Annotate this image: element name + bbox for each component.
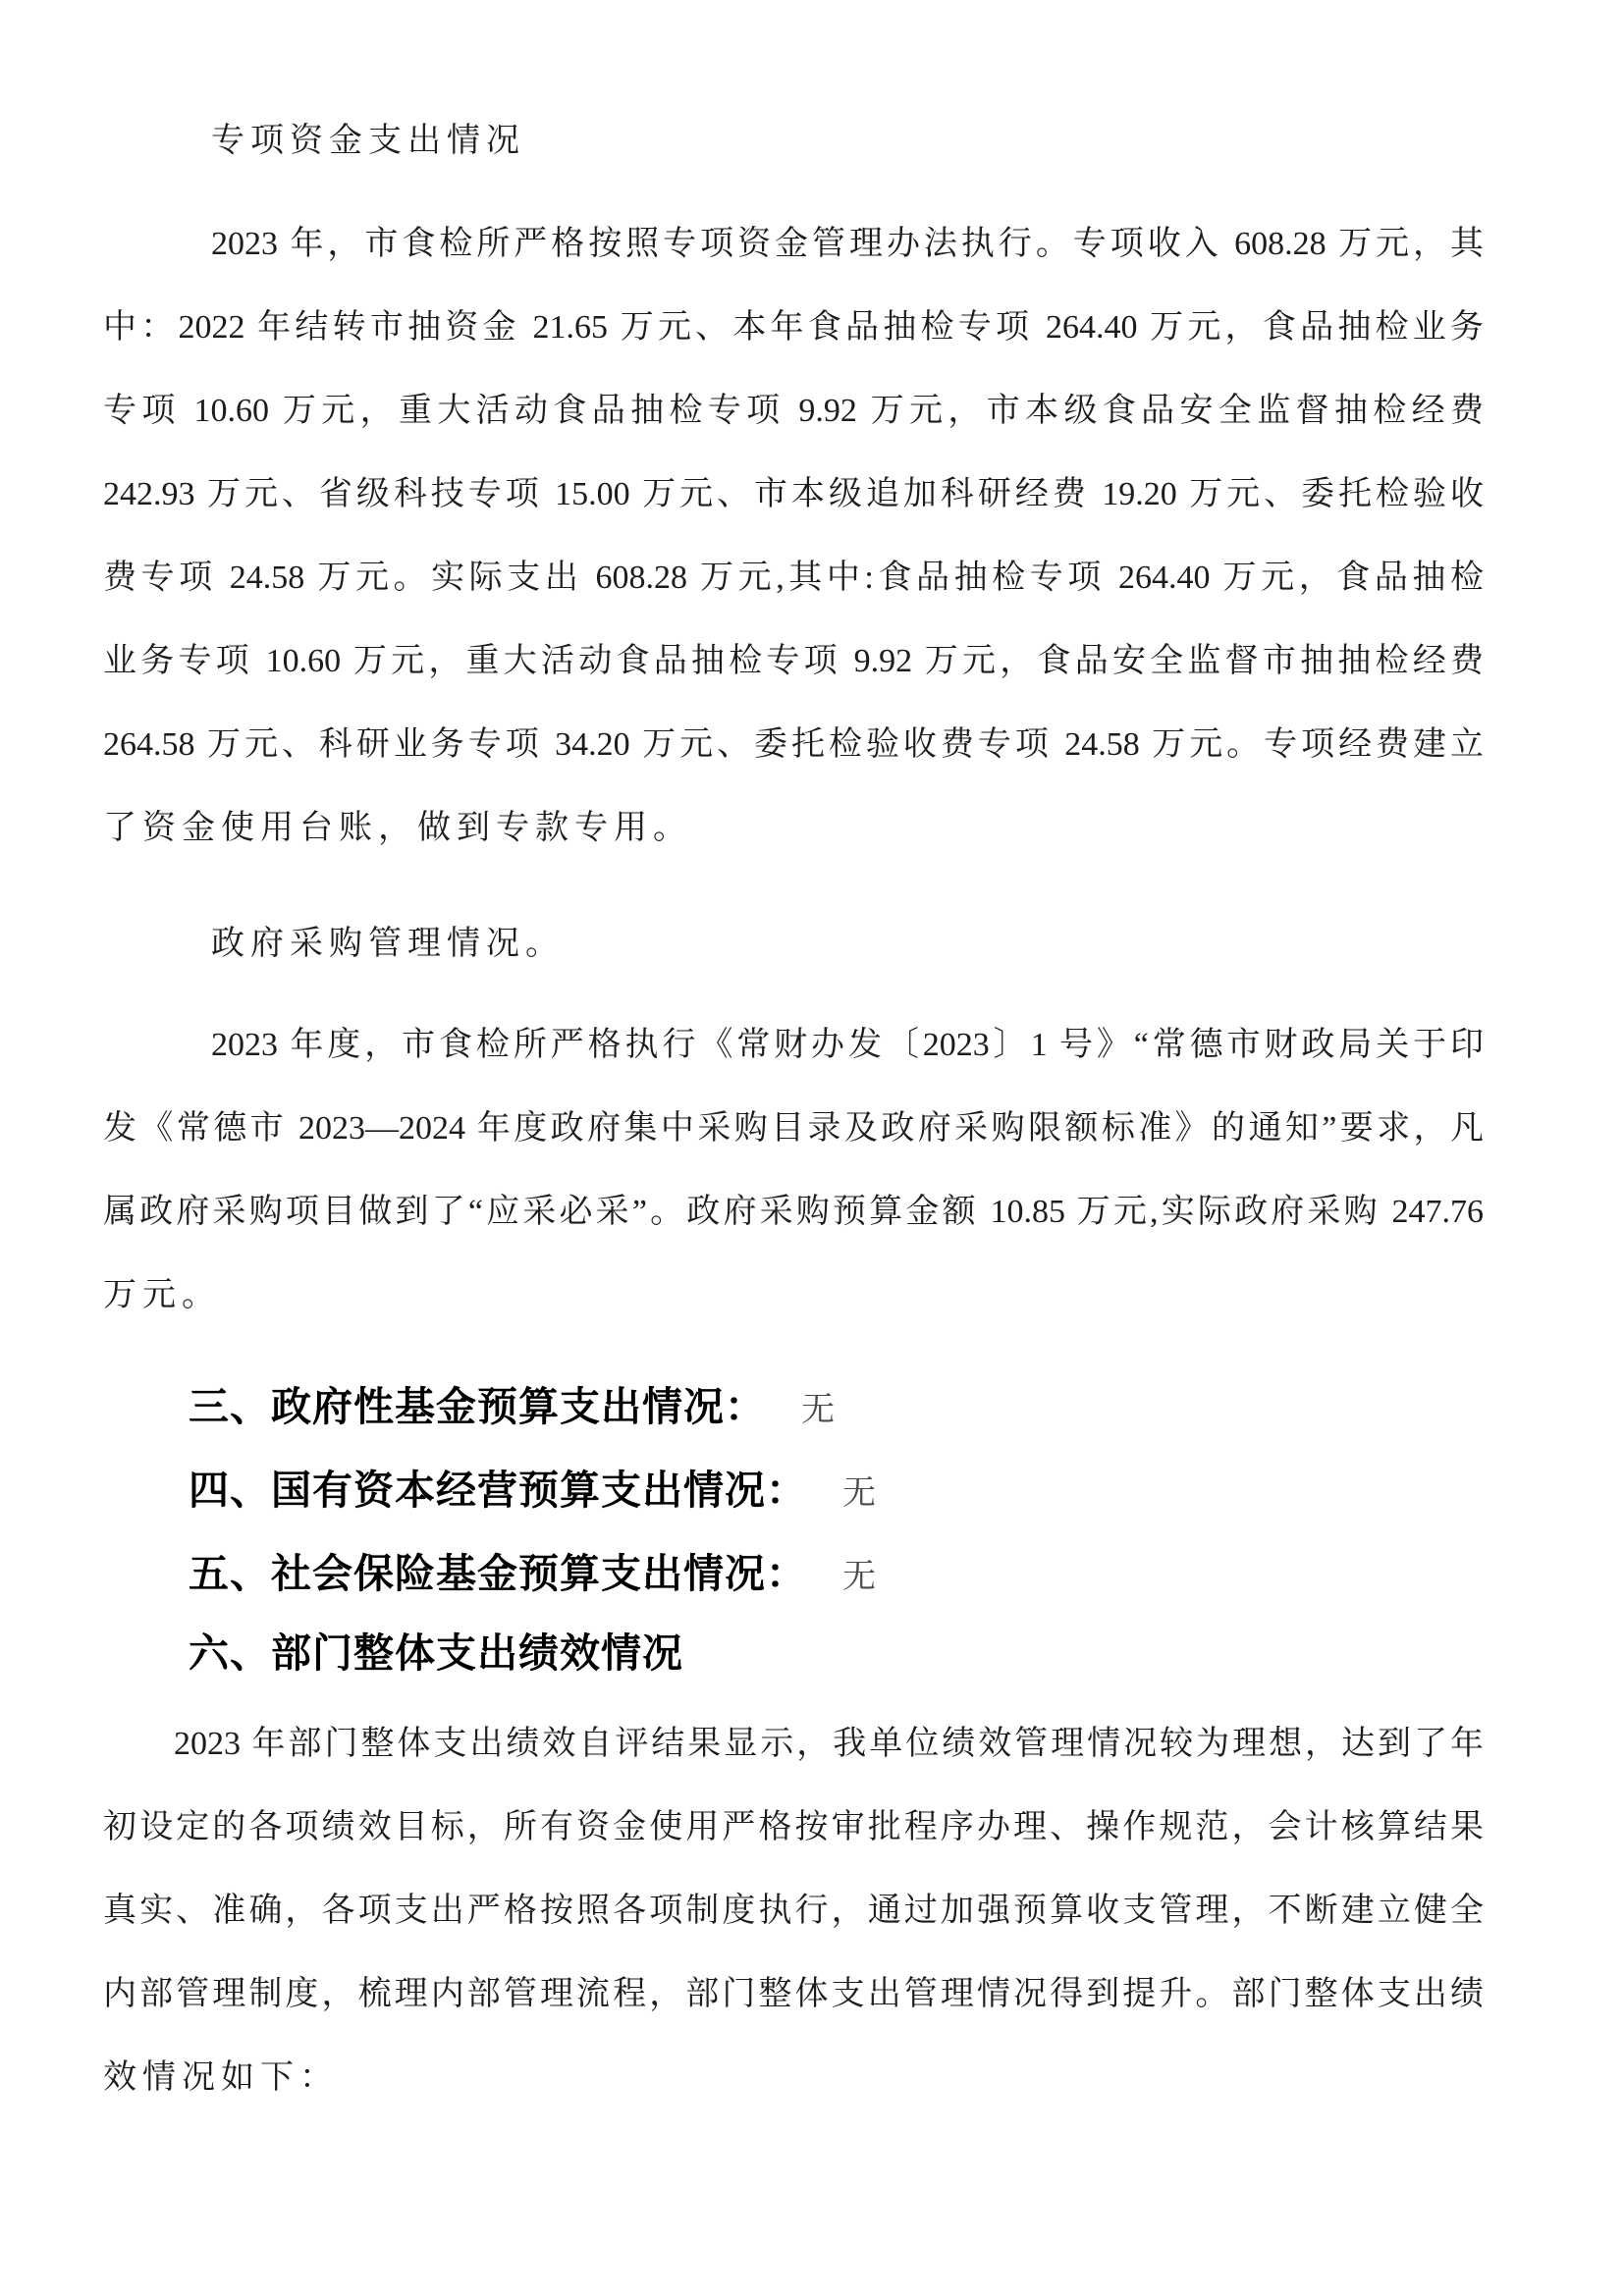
paragraph-line: 了资金使用台账，做到专款专用。 [103, 810, 692, 846]
paragraph-line: 内部管理制度，梳理内部管理流程，部门整体支出管理情况得到提升。部门整体支出绩 [103, 1976, 1484, 2012]
paragraph-line: 效情况如下： [103, 2059, 339, 2096]
paragraph-line: 242.93 万元、省级科技专项 15.00 万元、市本级追加科研经费 19.20 万元、委托检验收 [103, 476, 1484, 512]
paragraph-line: 万元。 [103, 1277, 221, 1313]
paragraph-line: 初设定的各项绩效目标，所有资金使用严格按审批程序办理、操作规范，会计核算结果 [103, 1809, 1484, 1845]
section-heading-label: 四、国有资本经营预算支出情况： [189, 1467, 807, 1514]
section-heading-value: 无 [842, 1475, 882, 1512]
paragraph-line: 中：2022 年结转市抽资金 21.65 万元、本年食品抽检专项 264.40 万元，食品抽检业务 [103, 309, 1484, 346]
paragraph-line: 费专项 24.58 万元。实际支出 608.28 万元,其中:食品抽检专项 264.40 万元，食品抽检 [103, 560, 1484, 596]
section-heading-social-insurance-budget [103, 1549, 1484, 1602]
paragraph-line: 2023 年，市食检所严格按照专项资金管理办法执行。专项收入 608.28 万元，其 [211, 226, 1484, 262]
section-heading-label: 五、社会保险基金预算支出情况： [189, 1550, 807, 1597]
section-heading-label: 三、政府性基金预算支出情况： [189, 1383, 766, 1430]
section-heading-value: 无 [801, 1392, 840, 1428]
paragraph-line: 2023 年度，市食检所严格执行《常财办发〔2023〕1 号》“常德市财政局关于印 [211, 1027, 1484, 1063]
paragraph-line: 专项 10.60 万元，重大活动食品抽检专项 9.92 万元，市本级食品安全监督抽检经费 [103, 393, 1484, 429]
paragraph-line: 属政府采购项目做到了“应采必采”。政府采购预算金额 10.85 万元,实际政府采购 247.76 [103, 1194, 1484, 1230]
paragraph-line: 真实、准确，各项支出严格按照各项制度执行，通过加强预算收支管理，不断建立健全 [103, 1893, 1484, 1929]
paragraph-line: 业务专项 10.60 万元，重大活动食品抽检专项 9.92 万元，食品安全监督市抽抽检经费 [103, 643, 1484, 679]
section-heading-gov-fund-budget [103, 1382, 1484, 1435]
section-heading-overall-performance [103, 1629, 1484, 1678]
paragraph-line: 2023 年部门整体支出绩效自评结果显示，我单位绩效管理情况较为理想，达到了年 [174, 1726, 1484, 1762]
section-heading-state-capital-budget [103, 1466, 1484, 1519]
paragraph-line: 264.58 万元、科研业务专项 34.20 万元、委托检验收费专项 24.58 万元。专项经费建立 [103, 726, 1484, 763]
section-heading-label: 六、部门整体支出绩效情况 [189, 1629, 683, 1677]
report-text-block [103, 0, 1484, 2296]
subsection-title-procurement: 政府采购管理情况。 [211, 926, 565, 962]
section-heading-value: 无 [842, 1559, 882, 1595]
subsection-title-special-funds: 专项资金支出情况 [211, 123, 525, 159]
paragraph-line: 发《常德市 2023—2024 年度政府集中采购目录及政府采购限额标准》的通知”要求，凡 [103, 1110, 1484, 1147]
